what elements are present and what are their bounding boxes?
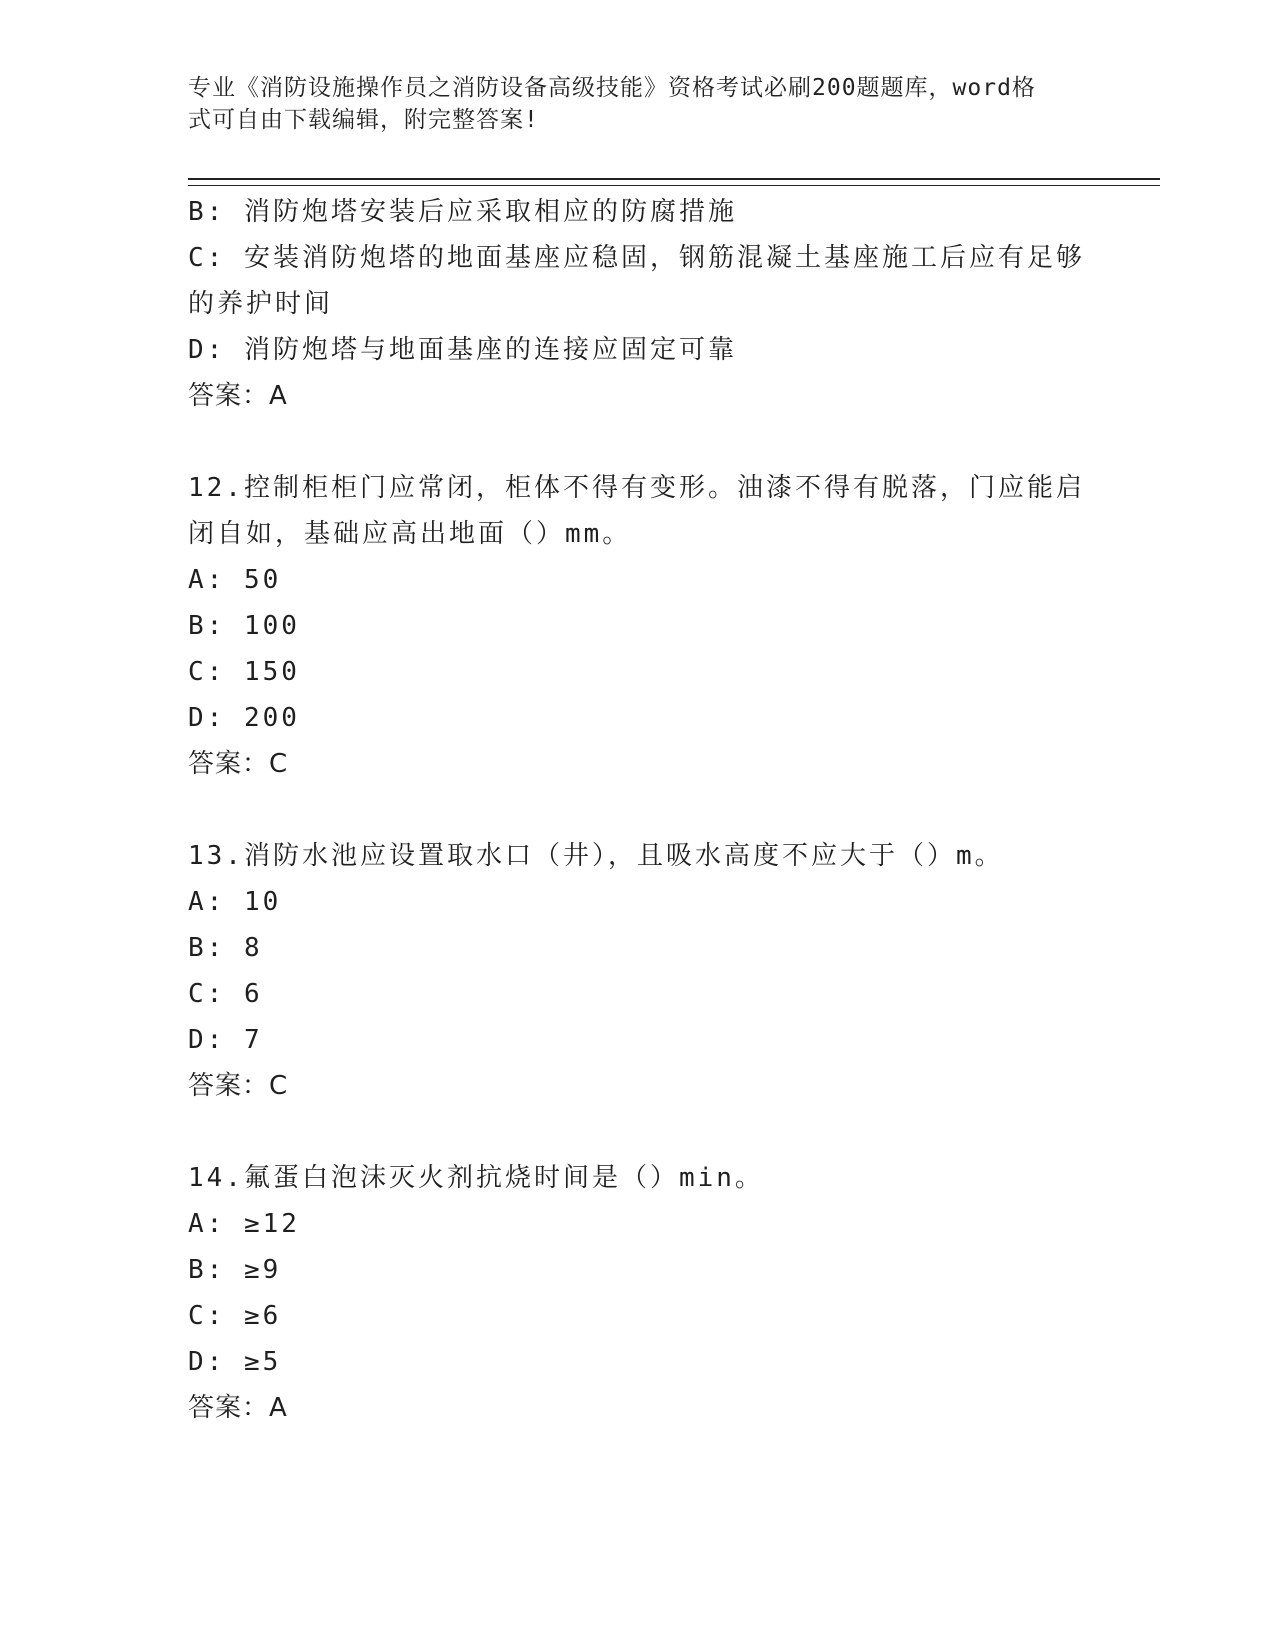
- option-a: A: 50: [188, 565, 282, 595]
- question-12: [188, 465, 1088, 787]
- option-c: C: 6: [188, 979, 263, 1009]
- header-line-1: 专业《消防设施操作员之消防设备高级技能》资格考试必刷200题题库，word格: [188, 75, 1036, 101]
- question-13: [188, 833, 1088, 1109]
- answer: 答案：A: [188, 381, 288, 411]
- option-c: C: ≥6: [188, 1301, 282, 1331]
- spacer: [188, 419, 1088, 465]
- option-b: B: 8: [188, 933, 263, 963]
- option-d: D: 7: [188, 1025, 263, 1055]
- question-stem: 13.消防水池应设置取水口（井），且吸水高度不应大于（）m。: [188, 841, 1004, 871]
- header-divider: [188, 178, 1160, 186]
- answer: 答案：A: [188, 1393, 288, 1423]
- question-stem: 12.控制柜柜门应常闭，柜体不得有变形。油漆不得有脱落，门应能启: [188, 473, 1085, 503]
- option-b: B: ≥9: [188, 1255, 282, 1285]
- question-14: [188, 1155, 1088, 1431]
- question-11: [188, 189, 1088, 419]
- spacer: [188, 1109, 1088, 1155]
- option-c-continued: 的养护时间: [188, 289, 334, 319]
- option-c: C: 150: [188, 657, 300, 687]
- question-stem-continued: 闭自如，基础应高出地面（）mm。: [188, 519, 632, 549]
- answer: 答案：C: [188, 1071, 289, 1101]
- option-a: A: 10: [188, 887, 282, 917]
- option-d: D: ≥5: [188, 1347, 282, 1377]
- option-d: D: 消防炮塔与地面基座的连接应固定可靠: [188, 335, 737, 365]
- option-c: C: 安装消防炮塔的地面基座应稳固，钢筋混凝土基座施工后应有足够: [188, 243, 1085, 273]
- header-line-2: 式可自由下载编辑，附完整答案!: [188, 107, 539, 133]
- option-a: A: ≥12: [188, 1209, 300, 1239]
- answer: 答案：C: [188, 749, 289, 779]
- option-d: D: 200: [188, 703, 300, 733]
- document-header: [188, 72, 1068, 136]
- option-b: B: 消防炮塔安装后应采取相应的防腐措施: [188, 197, 737, 227]
- question-stem: 14.氟蛋白泡沫灭火剂抗烧时间是（）min。: [188, 1163, 764, 1193]
- option-b: B: 100: [188, 611, 300, 641]
- question-list: [188, 189, 1088, 1431]
- spacer: [188, 787, 1088, 833]
